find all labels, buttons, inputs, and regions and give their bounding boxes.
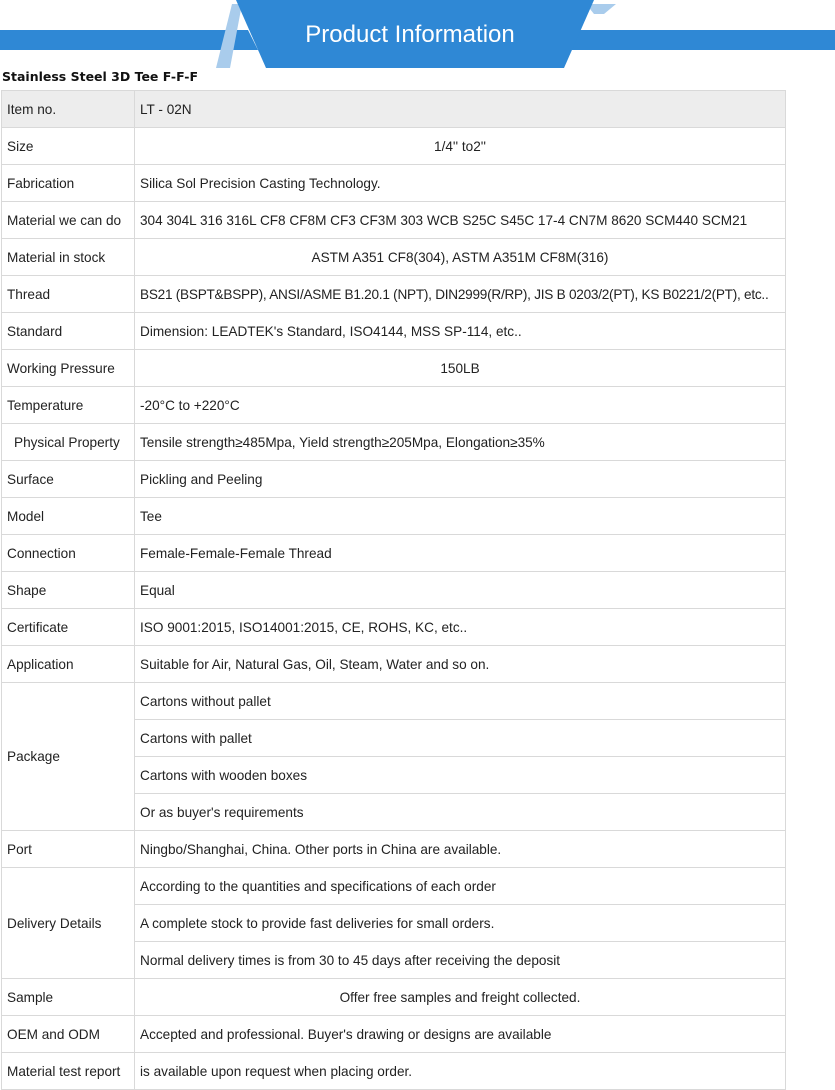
- spec-label-material-in-stock: Material in stock: [2, 239, 135, 276]
- spec-value-delivery-1: According to the quantities and specifications of each order: [135, 868, 786, 905]
- table-row: [2, 831, 786, 868]
- spec-label-fabrication: Fabrication: [2, 165, 135, 202]
- spec-value-material-test-report: is available upon request when placing order.: [135, 1053, 786, 1090]
- table-row: [2, 313, 786, 350]
- spec-value-working-pressure: 150LB: [135, 350, 786, 387]
- spec-value-package-4: Or as buyer's requirements: [135, 794, 786, 831]
- product-title: Stainless Steel 3D Tee F-F-F: [2, 69, 198, 84]
- spec-value-size: 1/4'' to2'': [135, 128, 786, 165]
- spec-value-material-in-stock: ASTM A351 CF8(304), ASTM A351M CF8M(316): [135, 239, 786, 276]
- spec-label-model: Model: [2, 498, 135, 535]
- spec-label-thread: Thread: [2, 276, 135, 313]
- spec-label-material-we-can-do: Material we can do: [2, 202, 135, 239]
- spec-value-physical-property: Tensile strength≥485Mpa, Yield strength≥205Mpa, Elongation≥35%: [135, 424, 786, 461]
- spec-label-certificate: Certificate: [2, 609, 135, 646]
- spec-value-temperature: -20°C to +220°C: [135, 387, 786, 424]
- spec-value-package-3: Cartons with wooden boxes: [135, 757, 786, 794]
- spec-value-item-no: LT - 02N: [135, 91, 786, 128]
- table-row: [2, 128, 786, 165]
- spec-value-delivery-3: Normal delivery times is from 30 to 45 days after receiving the deposit: [135, 942, 786, 979]
- table-row: [2, 1053, 786, 1090]
- table-row: [2, 683, 786, 720]
- table-row: [2, 276, 786, 313]
- spec-value-certificate: ISO 9001:2015, ISO14001:2015, CE, ROHS, KC, etc..: [135, 609, 786, 646]
- spec-label-application: Application: [2, 646, 135, 683]
- spec-label-physical-property: Physical Property: [2, 424, 135, 461]
- table-row: [2, 202, 786, 239]
- spec-value-package-2: Cartons with pallet: [135, 720, 786, 757]
- product-information-banner: [0, 0, 835, 72]
- spec-value-connection: Female-Female-Female Thread: [135, 535, 786, 572]
- spec-label-shape: Shape: [2, 572, 135, 609]
- table-row: [2, 572, 786, 609]
- table-row: [2, 868, 786, 905]
- spec-value-material-we-can-do: 304 304L 316 316L CF8 CF8M CF3 CF3M 303 WCB S25C S45C 17-4 CN7M 8620 SCM440 SCM21: [135, 202, 786, 239]
- spec-value-sample: Offer free samples and freight collected.: [135, 979, 786, 1016]
- spec-label-temperature: Temperature: [2, 387, 135, 424]
- table-row: [2, 387, 786, 424]
- spec-label-standard: Standard: [2, 313, 135, 350]
- table-row: [2, 609, 786, 646]
- table-row: [2, 461, 786, 498]
- table-row: [2, 535, 786, 572]
- spec-label-surface: Surface: [2, 461, 135, 498]
- table-row: [2, 646, 786, 683]
- spec-value-oem-odm: Accepted and professional. Buyer's drawing or designs are available: [135, 1016, 786, 1053]
- banner-title: Product Information: [305, 21, 515, 48]
- spec-value-application: Suitable for Air, Natural Gas, Oil, Steam, Water and so on.: [135, 646, 786, 683]
- table-row: [2, 350, 786, 387]
- table-row: [2, 165, 786, 202]
- spec-value-package-1: Cartons without pallet: [135, 683, 786, 720]
- spec-label-item-no: Item no.: [2, 91, 135, 128]
- table-row: [2, 498, 786, 535]
- spec-value-model: Tee: [135, 498, 786, 535]
- spec-label-size: Size: [2, 128, 135, 165]
- table-row: [2, 91, 786, 128]
- table-row: [2, 239, 786, 276]
- spec-label-working-pressure: Working Pressure: [2, 350, 135, 387]
- spec-label-material-test-report: Material test report: [2, 1053, 135, 1090]
- spec-value-delivery-2: A complete stock to provide fast deliveries for small orders.: [135, 905, 786, 942]
- table-row: [2, 424, 786, 461]
- spec-label-sample: Sample: [2, 979, 135, 1016]
- spec-value-thread: BS21 (BSPT&BSPP), ANSI/ASME B1.20.1 (NPT), DIN2999(R/RP), JIS B 0203/2(PT), KS B0221/2(PT), etc..: [135, 276, 786, 313]
- spec-label-connection: Connection: [2, 535, 135, 572]
- spec-value-port: Ningbo/Shanghai, China. Other ports in China are available.: [135, 831, 786, 868]
- spec-label-port: Port: [2, 831, 135, 868]
- table-row: [2, 1016, 786, 1053]
- spec-value-standard: Dimension: LEADTEK's Standard, ISO4144, MSS SP-114, etc..: [135, 313, 786, 350]
- product-spec-table: [1, 90, 786, 1090]
- spec-value-fabrication: Silica Sol Precision Casting Technology.: [135, 165, 786, 202]
- table-row: [2, 979, 786, 1016]
- spec-value-shape: Equal: [135, 572, 786, 609]
- spec-label-oem-odm: OEM and ODM: [2, 1016, 135, 1053]
- spec-label-package: Package: [2, 683, 135, 831]
- spec-label-delivery-details: Delivery Details: [2, 868, 135, 979]
- spec-value-surface: Pickling and Peeling: [135, 461, 786, 498]
